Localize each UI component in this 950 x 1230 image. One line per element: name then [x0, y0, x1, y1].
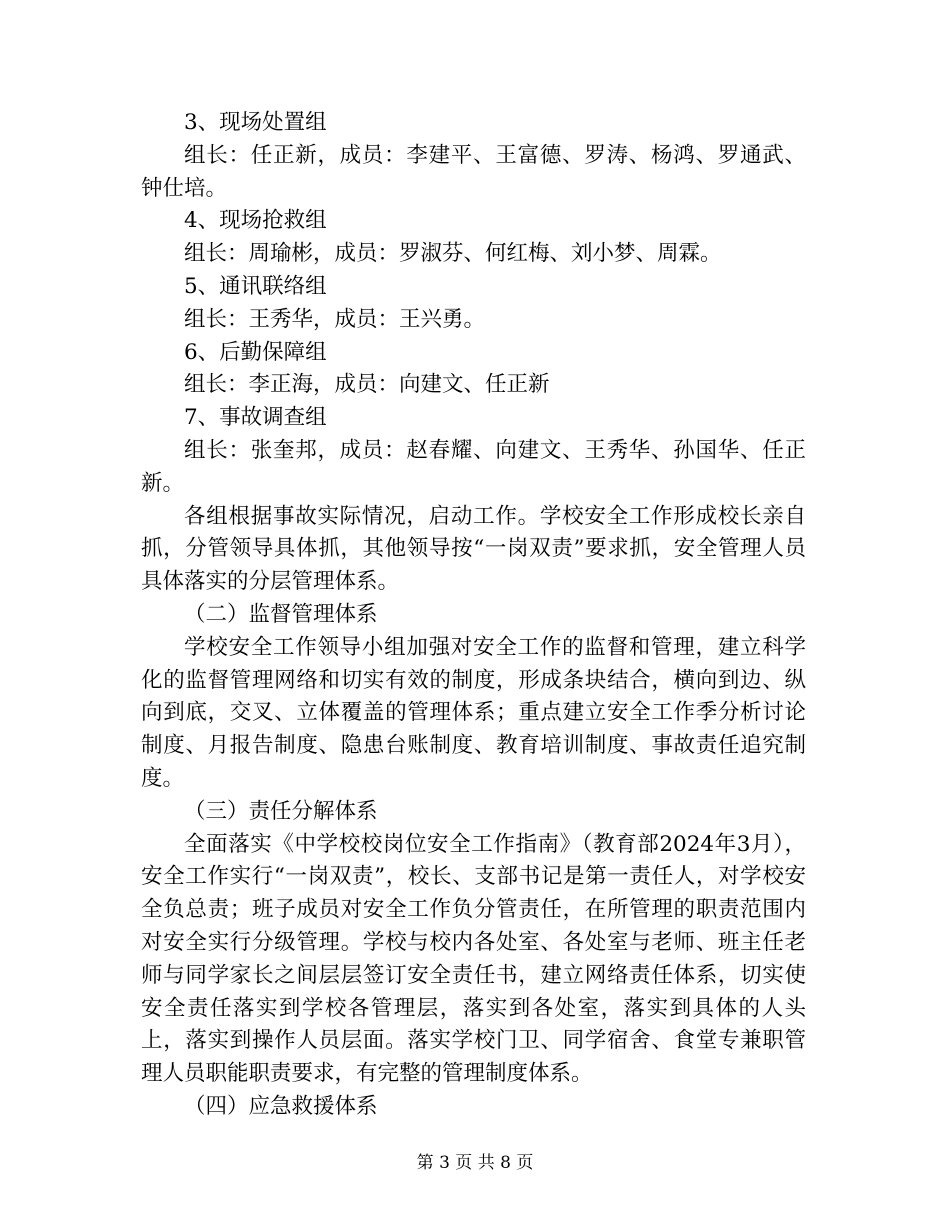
members-communication: 组长：王秀华，成员：王兴勇。	[184, 306, 486, 332]
members-onsite-rescue: 组长：周瑜彬，成员：罗淑芬、何红梅、刘小梦、周霖。	[184, 241, 722, 267]
paragraph-supervision: 学校安全工作领导小组加强对安全工作的监督和管理，建立科学化的监督管理网络和切实有效的制度，形成条块结合，横向到边、纵向到底，交叉、立体覆盖的管理体系；重点建立安全工作季分析讨论制度、月报告制度、隐患台账制度、教育培训制度、事故责任追究制度。	[141, 634, 806, 791]
section-heading-onsite-handling: 3、现场处置组	[184, 110, 327, 135]
section-heading-communication: 5、通讯联络组	[184, 273, 327, 299]
section-heading-onsite-rescue: 4、现场抢救组	[184, 208, 327, 234]
paragraph-group-work: 各组根据事故实际情况，启动工作。学校安全工作形成校长亲自抓，分管领导具体抓，其他领导按“一岗双责”要求抓，安全管理人员具体落实的分层管理体系。	[141, 503, 806, 595]
section-heading-emergency-rescue: （四）应急救援体系	[184, 1093, 378, 1119]
section-heading-responsibility: （三）责任分解体系	[184, 798, 378, 824]
paragraph-responsibility: 全面落实《中学校校岗位安全工作指南》（教育部2024年3月），安全工作实行“一岗双责”，校长、支部书记是第一责任人，对学校安全负总责；班子成员对安全工作负分管责任，在所管理的职责范围内对安全实行分级管理。学校与校内各处室、各处室与老师、班主任老师与同学家长之间层层签订安全责任书，建立网络责任体系，切实使安全责任落实到学校各管理层，落实到各处室，落实到具体的人头上，落实到操作人员层面。落实学校门卫、同学宿舍、食堂专兼职管理人员职能职责要求，有完整的管理制度体系。	[141, 831, 806, 1087]
members-logistics: 组长：李正海，成员：向建文、任正新	[184, 372, 550, 398]
members-onsite-handling: 组长：任正新，成员：李建平、王富德、罗涛、杨鸿、罗通武、钟仕培。	[141, 142, 806, 201]
document-body	[141, 107, 806, 1124]
section-heading-logistics: 6、后勤保障组	[184, 339, 327, 365]
section-heading-accident-investigation: 7、事故调查组	[184, 405, 327, 431]
section-heading-supervision: （二）监督管理体系	[184, 601, 378, 627]
page-footer: 第 3 页 共 8 页	[416, 1153, 534, 1173]
members-accident-investigation: 组长：张奎邦，成员：赵春耀、向建文、王秀华、孙国华、任正新。	[141, 437, 806, 496]
